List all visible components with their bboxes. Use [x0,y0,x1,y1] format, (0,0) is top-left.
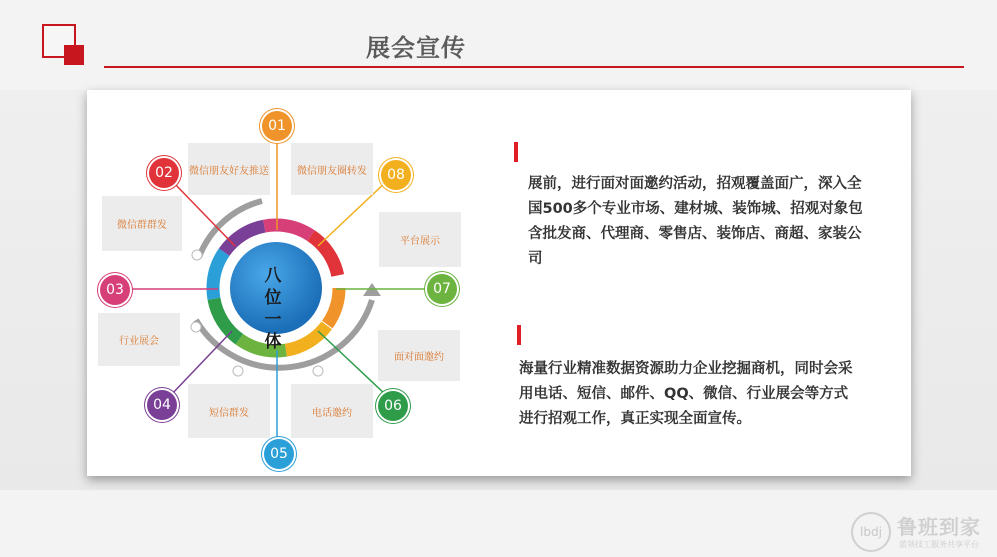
hub-text [248,265,304,353]
node-06-number: 06 [384,398,402,414]
node-07-number: 07 [433,281,451,297]
watermark-name: 鲁班到家 [897,515,981,539]
paragraph-1-marker [514,142,518,162]
ring-dot [313,366,323,376]
node-08-number: 08 [387,167,405,183]
watermark-subtitle: 蓝领技工服务共享平台 [899,540,979,549]
watermark-logo-icon: lbdj [851,512,891,552]
node-05-badge [264,439,294,469]
hub-text-line1: 八 位 [264,266,288,308]
node-01-badge [262,111,292,141]
node-04-badge [147,390,177,420]
ring-dot [192,250,202,260]
node-03-number: 03 [106,282,124,298]
node-04-number: 04 [153,397,171,413]
box-platform-display: 平台展示 [379,212,461,267]
node-03-badge [100,275,130,305]
hub-text-line2: 一 体 [264,310,288,352]
box-face-invite: 面对面邀约 [378,330,460,381]
box-moments-share: 微信朋友圈转发 [291,143,373,195]
box-friend-push: 微信朋友好友推送 [188,143,270,195]
paragraph-1: 展前，进行面对面邀约活动，招观覆盖面广，深入全国500多个专业市场、建材城、装饰城、招观对象包含批发商、代理商、零售店、装饰店、商超、家装公司 [528,176,863,267]
box-sms: 短信群发 [188,384,270,438]
node-07-badge [427,274,457,304]
node-06-badge [378,391,408,421]
node-05-number: 05 [270,446,288,462]
node-01-number: 01 [268,118,286,134]
ring-dot [191,322,201,332]
ring-dot [233,366,243,376]
node-08-badge [381,160,411,190]
page-title: 展会宣传 [366,34,466,62]
paragraph-2-marker [517,325,521,345]
node-02-number: 02 [155,165,173,181]
box-industry-expo: 行业展会 [98,313,180,366]
box-wechat-group: 微信群群发 [102,196,182,251]
paragraph-2: 海量行业精准数据资源助力企业挖掘商机，同时会采用电话、短信、邮件、QQ、微信、行业展会等方式进行招观工作，真正实现全面宣传。 [519,361,853,427]
node-02-badge [149,158,179,188]
box-phone-invite: 电话邀约 [291,384,373,438]
